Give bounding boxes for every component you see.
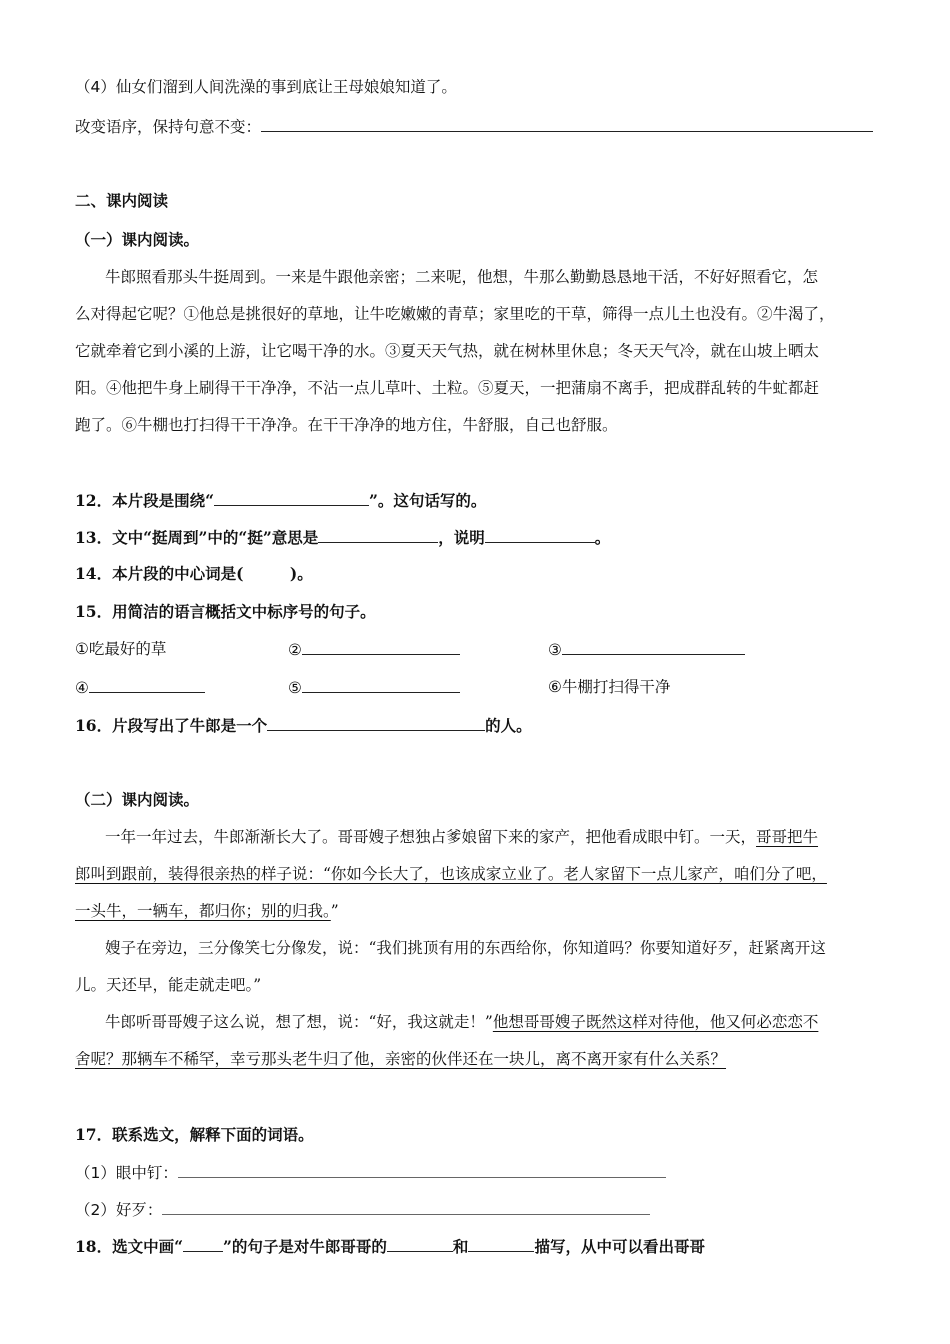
- q15-option-4: [75, 676, 205, 699]
- q18-text-c: 和: [452, 1237, 469, 1256]
- passage2-p3-line-2: 舍呢？那辆车不稀罕，幸亏那头老牛归了他，亲密的伙伴还在一块儿，离不离开家有什么关系？: [75, 1050, 727, 1068]
- q13: [75, 526, 610, 549]
- passage2-p1-l3-plain: ”: [330, 902, 339, 920]
- q17-1-blank[interactable]: [178, 1161, 666, 1178]
- q12: [75, 489, 486, 512]
- passage2-p2-line-2: 儿。天还早，能走就走吧。”: [75, 976, 262, 994]
- q13-blank-1[interactable]: [318, 526, 438, 543]
- q17-2: [75, 1198, 650, 1221]
- q18: [75, 1235, 705, 1258]
- passage1-line-4: 阳。④他把牛身上刷得干干净净，不沾一点儿草叶、土粒。⑤夏天，一把蒲扇不离手，把成群乱转的牛虻都赶: [75, 379, 820, 397]
- q12-text-b: ”。这句话写的。: [369, 491, 487, 510]
- q15-option-4-blank[interactable]: [89, 676, 205, 693]
- q11-4-answer-row: [75, 115, 873, 138]
- passage1-line-3: 它就牵着它到小溪的上游，让它喝干净的水。③夏天天气热，就在树林里休息；冬天天气冷，就在山坡上晒太: [75, 342, 820, 360]
- q11-4-answer-blank[interactable]: [261, 115, 873, 132]
- part1-title: （一）课内阅读。: [75, 230, 200, 249]
- q18-blank-2[interactable]: [468, 1235, 534, 1252]
- passage2-p2-line-1: 嫂子在旁边，三分像笑七分像发，说：“我们挑顶有用的东西给你，你知道吗？你要知道好歹，赶紧离开这: [105, 939, 826, 957]
- q13-text-a: 13．文中“挺周到”中的“挺”意思是: [75, 528, 319, 547]
- part2-title: （二）课内阅读。: [75, 790, 200, 809]
- q15-option-3: [548, 638, 745, 661]
- section2-title: 二、课内阅读: [75, 191, 169, 210]
- q16-text-a: 16．片段写出了牛郎是一个: [75, 716, 268, 735]
- passage2-p1-l1-plain: 一年一年过去，牛郎渐渐长大了。哥哥嫂子想独占爹娘留下来的家产，把他看成眼中钉。一天，: [105, 828, 757, 846]
- q18-text-a: 18．选文中画“: [75, 1237, 183, 1256]
- passage1-line-2: 么对得起它呢？①他总是挑很好的草地，让牛吃嫩嫩的青草；家里吃的干草，筛得一点儿土也没有。②牛渴了，: [75, 305, 835, 323]
- passage1-line-1: 牛郎照看那头牛挺周到。一来是牛跟他亲密；二来呢，他想，牛那么勤勤恳恳地干活，不好好照看它，怎: [105, 268, 819, 286]
- passage2-p1-line-1: [105, 826, 818, 848]
- q18-blank-1[interactable]: [387, 1235, 453, 1252]
- q16-text-b: 的人。: [485, 716, 532, 735]
- q16-blank[interactable]: [267, 714, 485, 731]
- q15-option-6: ⑥牛棚打扫得干净: [548, 678, 671, 696]
- q15-option-5: [288, 676, 460, 699]
- q17-1-label: （1）眼中钉：: [75, 1164, 178, 1182]
- q15-option-2-label: ②: [288, 641, 302, 659]
- q15-option-2-blank[interactable]: [302, 638, 460, 655]
- q18-marker-blank: [183, 1235, 223, 1252]
- q15-option-2: [288, 638, 460, 661]
- q18-text-b: ”的句子是对牛郎哥哥的: [223, 1237, 387, 1256]
- q11-4-sentence: （4）仙女们溜到人间洗澡的事到底让王母娘娘知道了。: [75, 78, 457, 96]
- q18-text-d: 描写，从中可以看出哥哥: [534, 1237, 705, 1256]
- q17: 17．联系选文，解释下面的词语。: [75, 1125, 314, 1144]
- q13-blank-2[interactable]: [485, 526, 595, 543]
- q13-text-c: 。: [594, 528, 611, 547]
- passage2-p1-line-2: 郎叫到跟前，装得很亲热的样子说：“你如今长大了，也该成家立业了。老人家留下一点儿家产，咱们分了吧，: [75, 865, 827, 883]
- q15-option-3-blank[interactable]: [562, 638, 745, 655]
- passage1-line-5: 跑了。⑥牛棚也打扫得干干净净。在干干净净的地方住，牛舒服，自己也舒服。: [75, 416, 618, 434]
- q15-option-5-label: ⑤: [288, 679, 302, 697]
- q14: 14．本片段的中心词是( )。: [75, 564, 313, 583]
- q15: 15．用简洁的语言概括文中标序号的句子。: [75, 602, 376, 621]
- passage2-p1-l1-underlined: 哥哥把牛: [756, 828, 819, 846]
- q17-2-blank[interactable]: [162, 1198, 650, 1215]
- q13-text-b: ，说明: [438, 528, 485, 547]
- q15-option-3-label: ③: [548, 641, 562, 659]
- passage2-p1-line-3: [75, 900, 339, 922]
- passage2-p3-l1-plain: 牛郎听哥哥嫂子这么说，想了想，说：“好，我这就走！”: [105, 1013, 493, 1031]
- q17-2-label: （2）好歹：: [75, 1201, 163, 1219]
- passage2-p3-l1-underlined: 他想哥哥嫂子既然这样对待他，他又何必恋恋不: [492, 1013, 819, 1031]
- q15-option-1: ①吃最好的草: [75, 640, 167, 658]
- q12-blank[interactable]: [214, 489, 369, 506]
- q12-text-a: 12．本片段是围绕“: [75, 491, 214, 510]
- q15-option-5-blank[interactable]: [302, 676, 460, 693]
- passage2-p1-l3-underlined: 一头牛，一辆车，都归你；别的归我。: [75, 902, 331, 920]
- q11-4-instruction: 改变语序，保持句意不变：: [75, 118, 262, 136]
- passage2-p3-line-1: [105, 1011, 818, 1033]
- q17-1: [75, 1161, 666, 1184]
- q16: [75, 714, 532, 737]
- q15-option-4-label: ④: [75, 679, 89, 697]
